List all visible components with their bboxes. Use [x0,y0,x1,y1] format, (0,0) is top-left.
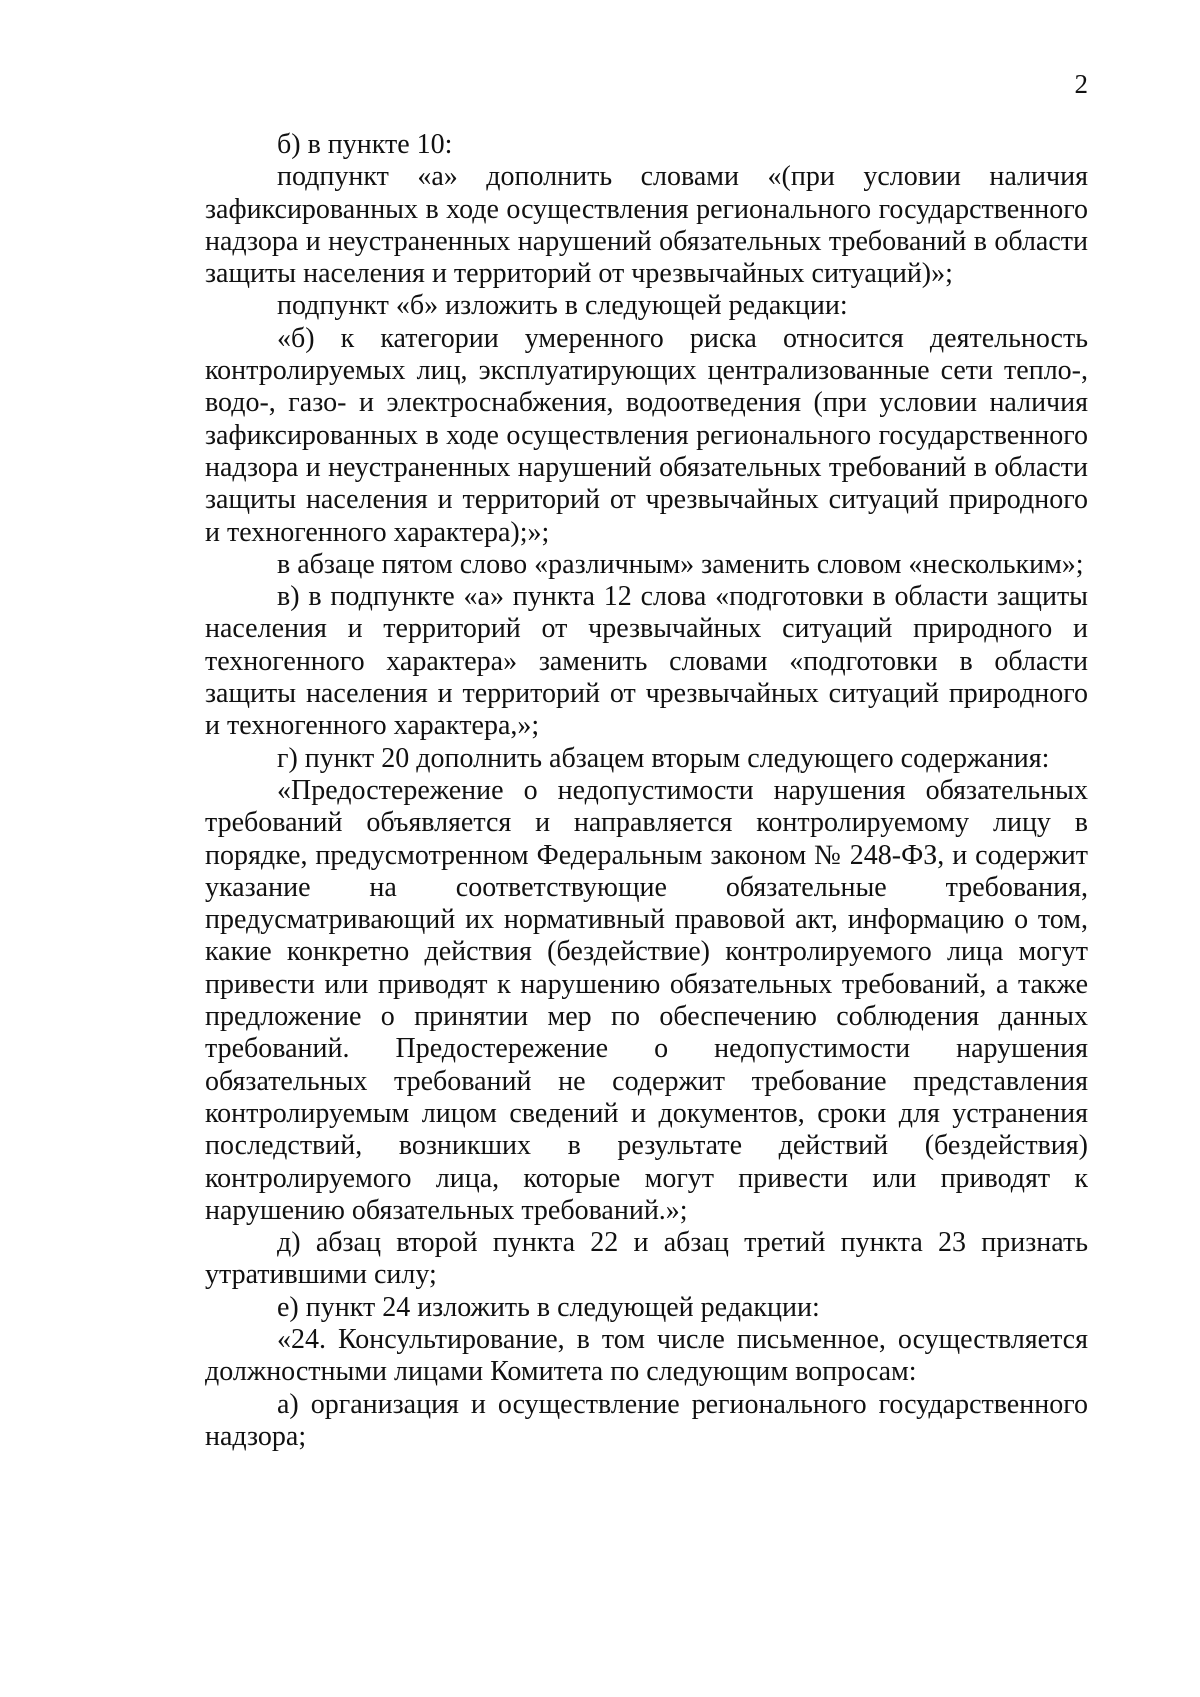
paragraph: а) организация и осуществление регионального государственного надзора; [205,1388,1088,1452]
paragraph: е) пункт 24 изложить в следующей редакции: [277,1291,820,1323]
document-body [205,129,1088,1453]
paragraph: «б) к категории умеренного риска относится деятельность контролируемых лиц, эксплуатирующих централизованные сети тепло-, водо-, газо- и электроснабжения, водоотведения (при условии наличия зафиксированных в ходе осуществления регионального государственного надзора и неустраненных нарушений обязательных требований в области защиты населения и территорий от чрезвычайных ситуаций природного и техногенного характера);»; [205,322,1088,548]
paragraph: подпункт «а» дополнить словами «(при условии наличия зафиксированных в ходе осуществления регионального государственного надзора и неустраненных нарушений обязательных требований в области защиты населения и территорий от чрезвычайных ситуаций)»; [205,161,1088,290]
paragraph: б) в пункте 10: [277,129,453,160]
paragraph: д) абзац второй пункта 22 и абзац третий пункта 23 признать утратившими силу; [205,1227,1088,1291]
paragraph: «24. Консультирование, в том числе письменное, осуществляется должностными лицами Комитета по следующим вопросам: [205,1323,1088,1388]
paragraph: подпункт «б» изложить в следующей редакции: [277,290,848,322]
paragraph: «Предостережение о недопустимости нарушения обязательных требований объявляется и направляется контролируемому лицу в порядке, предусмотренном Федеральным законом № 248-ФЗ, и содержит указание на соответствующие обязательные требования, предусматривающий их нормативный правовой акт, информацию о том, какие конкретно действия (бездействие) контролируемого лица могут привести или приводят к нарушению обязательных требований, а также предложение о принятии мер по обеспечению соблюдения данных требований. Предостережение о недопустимости нарушения обязательных требований не содержит требование представления контролируемым лицом сведений и документов, сроки для устранения последствий, возникших в результате действий (бездействия) контролируемого лица, которые могут привести или приводят к нарушению обязательных требований.»; [205,774,1088,1226]
page-number: 2 [1074,69,1088,99]
paragraph: в абзаце пятом слово «различным» заменить словом «нескольким»; [277,548,1084,580]
paragraph: г) пункт 20 дополнить абзацем вторым следующего содержания: [277,742,1050,774]
paragraph: в) в подпункте «а» пункта 12 слова «подготовки в области защиты населения и территорий от чрезвычайных ситуаций природного и техногенного характера» заменить словами «подготовки в области защиты населения и территорий от чрезвычайных ситуаций природного и техногенного характера,»; [205,581,1088,742]
